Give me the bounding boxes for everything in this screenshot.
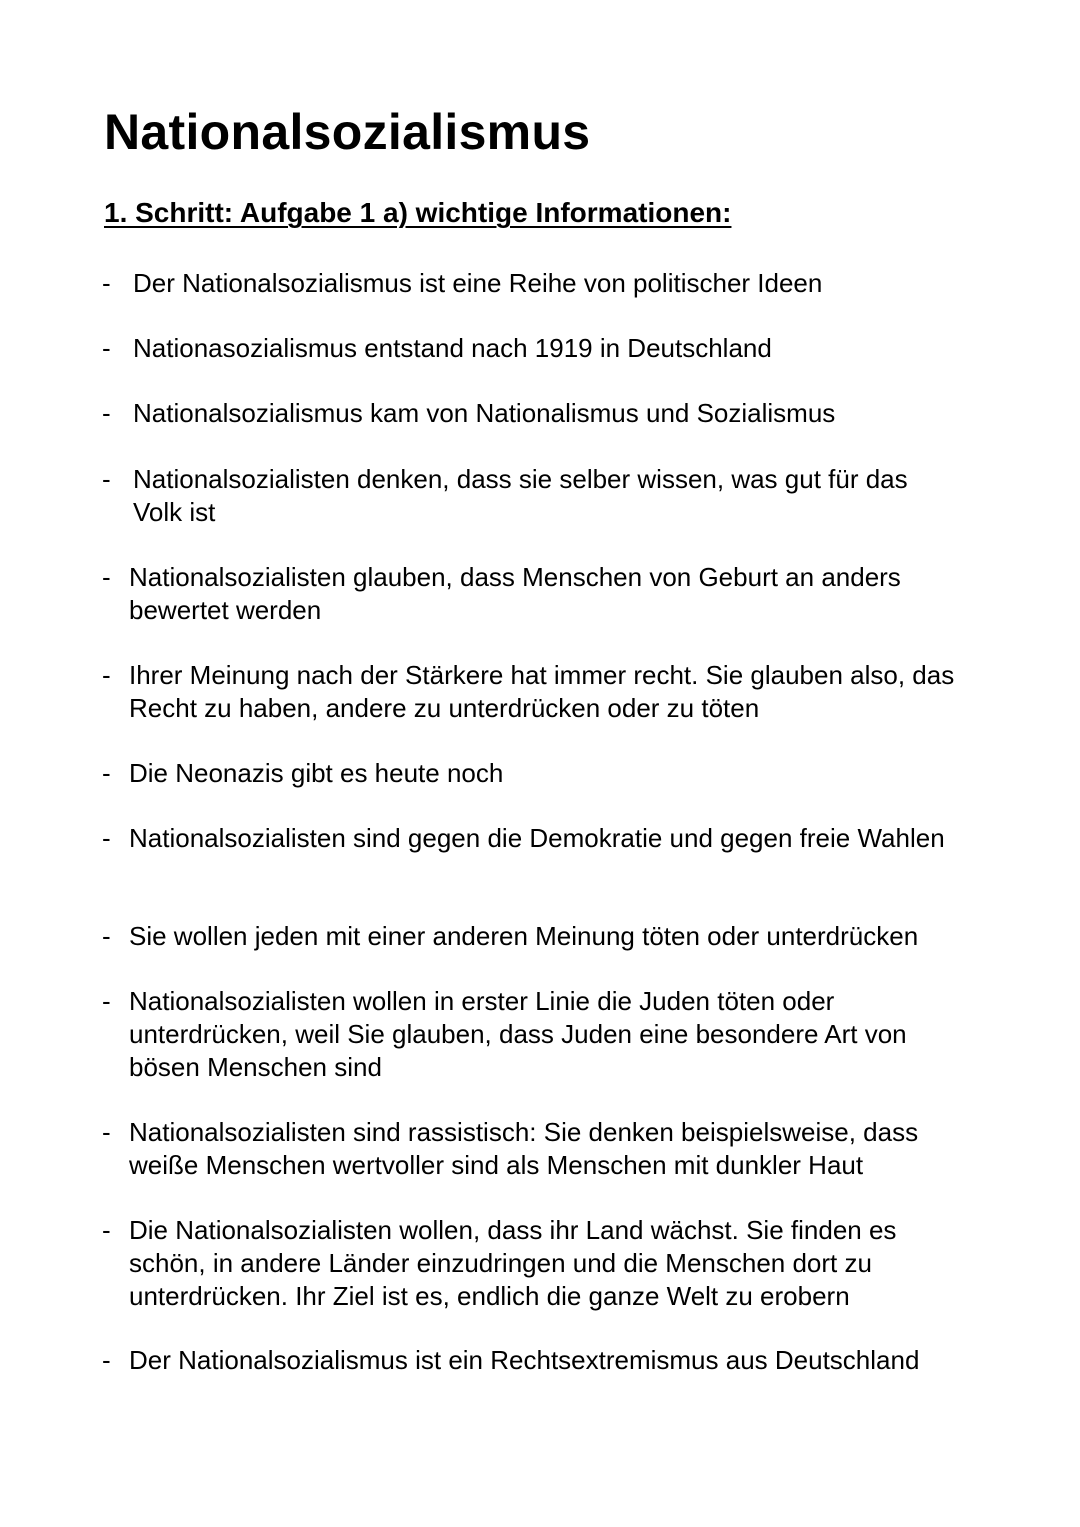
bullet-dash: -	[102, 562, 111, 592]
list-item	[102, 332, 962, 365]
list-item	[102, 985, 972, 1084]
list-item-text: Nationalsozialisten sind rassistisch: Sie denken beispielsweise, dass weiße Menschen wertvoller sind als Menschen mit dunkler Haut	[129, 1117, 919, 1180]
list-item-text: Nationalsozialisten wollen in erster Linie die Juden töten oder unterdrücken, weil Sie glauben, dass Juden eine besondere Art von bösen Menschen sind	[129, 986, 907, 1082]
bullet-dash: -	[102, 398, 111, 428]
bullet-dash: -	[102, 660, 111, 690]
list-item-text: Der Nationalsozialismus ist eine Reihe von politischer Ideen	[133, 268, 823, 298]
list-item	[102, 1116, 972, 1182]
list-item	[102, 267, 962, 300]
section-heading: 1. Schritt: Aufgabe 1 a) wichtige Informationen:	[104, 197, 732, 228]
list-item-text: Nationalsozialisten glauben, dass Menschen von Geburt an anders bewertet werden	[129, 562, 901, 625]
list-item	[102, 659, 972, 725]
list-item-text: Die Nationalsozialisten wollen, dass ihr Land wächst. Sie finden es schön, in andere Länder einzudringen und die Menschen dort zu unterdrücken. Ihr Ziel ist es, endlich die ganze Welt zu erobern	[129, 1215, 897, 1311]
list-item-text: Die Neonazis gibt es heute noch	[129, 758, 504, 788]
bullet-dash: -	[102, 1345, 111, 1375]
bullet-dash: -	[102, 333, 111, 363]
list-item	[102, 1344, 972, 1377]
list-item-text: Nationalsozialisten sind gegen die Demokratie und gegen freie Wahlen	[129, 823, 945, 853]
bullet-dash: -	[102, 1215, 111, 1245]
bullet-dash: -	[102, 823, 111, 853]
list-item	[102, 920, 972, 953]
bullet-dash: -	[102, 268, 111, 298]
list-item-text: Ihrer Meinung nach der Stärkere hat immer recht. Sie glauben also, das Recht zu haben, andere zu unterdrücken oder zu töten	[129, 660, 955, 723]
list-item-text: Sie wollen jeden mit einer anderen Meinung töten oder unterdrücken	[129, 921, 919, 951]
list-item-text: Nationasozialismus entstand nach 1919 in Deutschland	[133, 333, 772, 363]
list-item	[102, 822, 972, 855]
list-item	[102, 757, 972, 790]
list-item	[102, 561, 972, 627]
bullet-dash: -	[102, 986, 111, 1016]
list-item-text: Der Nationalsozialismus ist ein Rechtsextremismus aus Deutschland	[129, 1345, 920, 1375]
list-item	[102, 463, 962, 529]
bullet-dash: -	[102, 758, 111, 788]
list-item	[102, 1214, 972, 1313]
bullet-dash: -	[102, 464, 111, 494]
list-item-text: Nationalsozialismus kam von Nationalismus und Sozialismus	[133, 398, 836, 428]
page-title: Nationalsozialismus	[104, 104, 591, 160]
bullet-dash: -	[102, 921, 111, 951]
bullet-dash: -	[102, 1117, 111, 1147]
list-item-text: Nationalsozialisten denken, dass sie selber wissen, was gut für das Volk ist	[133, 464, 908, 527]
list-item	[102, 397, 962, 430]
